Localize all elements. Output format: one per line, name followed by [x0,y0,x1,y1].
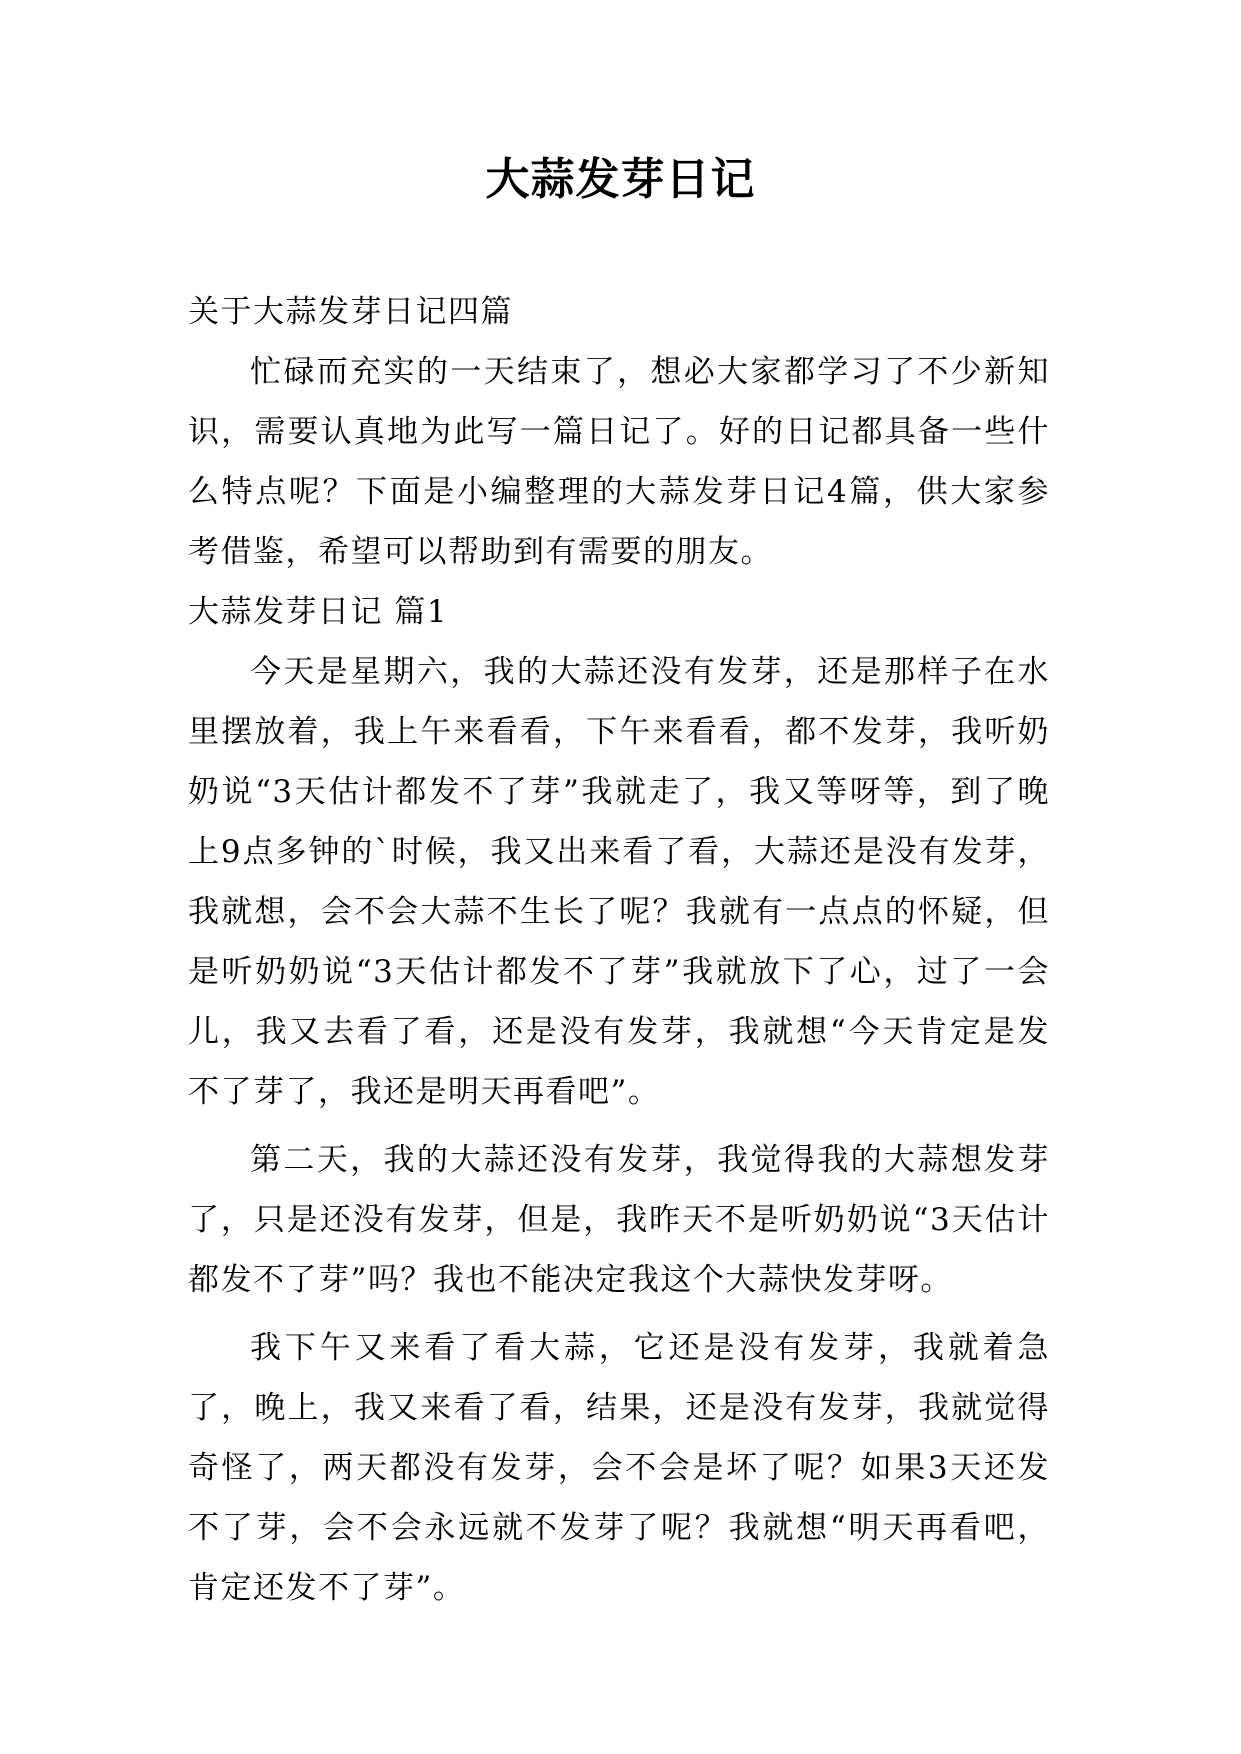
diary-paragraph: 今天是星期六，我的大蒜还没有发芽，还是那样子在水里摆放着，我上午来看看，下午来看看，都不发芽，我听奶奶说“3天估计都发不了芽”我就走了，我又等呀等，到了晚上9点多钟的`时候，我又出来看了看，大蒜还是没有发芽，我就想，会不会大蒜不生长了呢？我就有一点点的怀疑，但是听奶奶说“3天估计都发不了芽”我就放下了心，过了一会儿，我又去看了看，还是没有发芽，我就想“今天肯定是发不了芽了，我还是明天再看吧”。 [188,654,1050,1110]
diary-paragraph: 我下午又来看了看大蒜，它还是没有发芽，我就着急了，晚上，我又来看了看，结果，还是没有发芽，我就觉得奇怪了，两天都没有发芽，会不会是坏了呢？如果3天还发不了芽，会不会永远就不发芽了呢？我就想“明天再看吧，肯定还发不了芽”。 [188,1330,1050,1606]
document-body [188,282,1050,1618]
intro-heading: 关于大蒜发芽日记四篇 [188,294,513,330]
section-heading: 大蒜发芽日记 篇1 [188,594,449,630]
intro-paragraph: 忙碌而充实的一天结束了，想必大家都学习了不少新知识，需要认真地为此写一篇日记了。好的日记都具备一些什么特点呢？下面是小编整理的大蒜发芽日记4篇，供大家参考借鉴，希望可以帮助到有需要的朋友。 [188,354,1050,570]
diary-paragraph: 第二天，我的大蒜还没有发芽，我觉得我的大蒜想发芽了，只是还没有发芽，但是，我昨天不是听奶奶说“3天估计都发不了芽”吗？我也不能决定我这个大蒜快发芽呀。 [188,1142,1050,1298]
document-title: 大蒜发芽日记 [485,154,756,205]
